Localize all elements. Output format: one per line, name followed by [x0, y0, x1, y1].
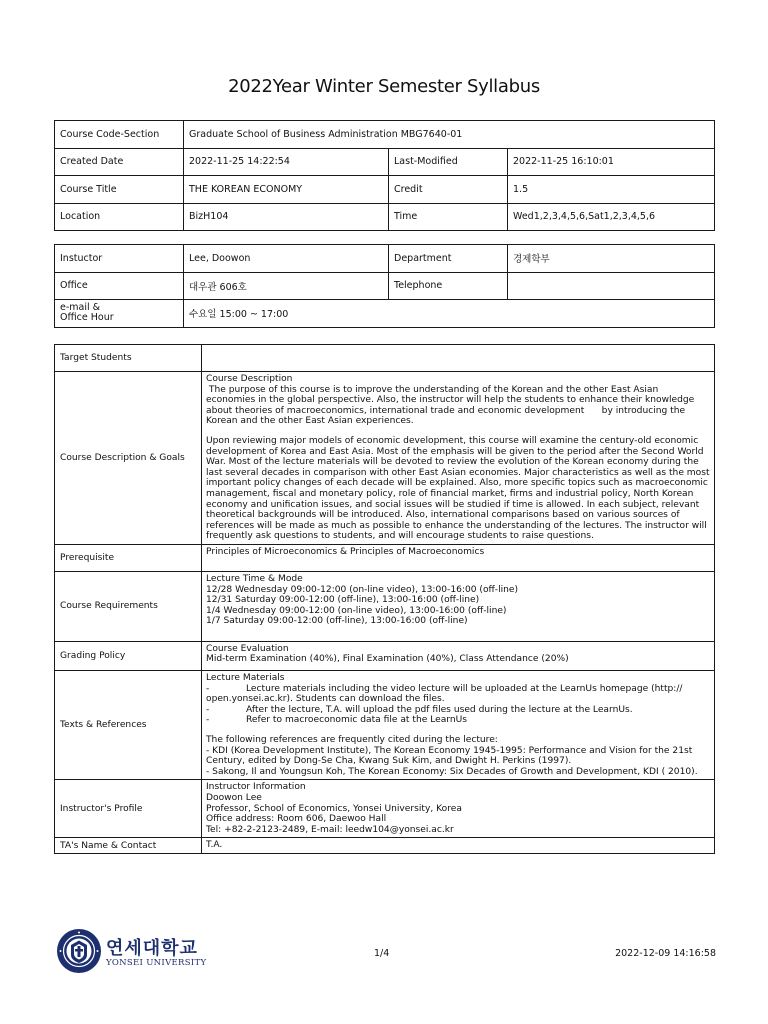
field-label: Credit	[389, 176, 508, 204]
table-row	[55, 121, 715, 149]
course-requirements-content	[202, 571, 715, 641]
field-label: e-mail & Office Hour	[55, 300, 184, 328]
paragraph: The purpose of this course is to improve the understanding of the Korean and the other East Asian economies in the global perspective. Also, the instructor will help the students to enhance their knowledge about theories of macroeconomics, international trade and economic development by introducing the Korean and the other East Asian experiences.	[206, 384, 698, 427]
profile-line: Doowon Lee	[206, 793, 262, 803]
bullet-text: After the lecture, T.A. will upload the pdf files used during the lecture at the LearnUs.	[246, 704, 633, 715]
telephone-value	[508, 272, 715, 300]
office-value: 대우관 606호	[184, 272, 389, 300]
field-label: Time	[389, 203, 508, 231]
section-heading: Course Description	[206, 374, 293, 384]
section-label: Texts & References	[55, 671, 202, 780]
field-label: Telephone	[389, 272, 508, 300]
table-row	[55, 345, 715, 372]
instructor-profile-content	[202, 780, 715, 838]
section-heading: Lecture Time & Mode	[206, 573, 303, 584]
course-description-content	[202, 372, 715, 545]
table-row	[55, 372, 715, 545]
section-heading: Course Evaluation	[206, 643, 289, 654]
table-row	[55, 148, 715, 176]
table-row	[55, 671, 715, 780]
field-label: Instuctor	[55, 245, 184, 273]
field-label: Course Code-Section	[55, 121, 184, 149]
office-hour-value: 수요일 15:00 ~ 17:00	[184, 300, 715, 328]
reference-item: - KDI (Korea Development Institute), The Korean Economy 1945-1995: Performance and Vision for the 21st Century, edited by Dong-Se Cha, Kwang Suk Kim, and Dwight H. Perkins (1997).	[206, 745, 696, 767]
list-item	[206, 705, 710, 716]
course-code-value: Graduate School of Business Administration MBG7640-01	[184, 121, 715, 149]
profile-line: Office address: Room 606, Daewoo Hall	[206, 814, 387, 825]
university-logo-korean: 연세대학교	[106, 938, 198, 959]
bullet-dash: -	[206, 704, 210, 715]
table-row	[55, 641, 715, 670]
section-label: Course Requirements	[55, 571, 202, 641]
schedule-line: 1/4 Wednesday 09:00-12:00 (on-line video), 13:00-16:00 (off-line)	[206, 605, 507, 616]
section-label: Grading Policy	[55, 641, 202, 670]
section-label: Instructor's Profile	[55, 780, 202, 838]
table-row	[55, 780, 715, 838]
table-row	[55, 300, 715, 328]
section-label: Prerequisite	[55, 544, 202, 571]
prerequisite-value: Principles of Microeconomics & Principles of Macroeconomics	[202, 544, 715, 571]
page-title: 2022Year Winter Semester Syllabus	[228, 76, 540, 97]
bullet-text: Refer to macroeconomic data file at the LearnUs	[246, 715, 468, 726]
field-label: Course Title	[55, 176, 184, 204]
references-heading: The following references are frequently cited during the lecture:	[206, 735, 498, 746]
field-label: Location	[55, 203, 184, 231]
section-heading: Lecture Materials	[206, 673, 285, 684]
grading-content	[202, 641, 715, 670]
bullet-dash: -	[206, 683, 210, 694]
table-row	[55, 176, 715, 204]
table-row	[55, 838, 715, 854]
course-title-value: THE KOREAN ECONOMY	[184, 176, 389, 204]
bullet-continuation: open.yonsei.ac.kr). Students can download the files.	[206, 694, 445, 705]
time-value: Wed1,2,3,4,5,6,Sat1,2,3,4,5,6	[508, 203, 715, 231]
field-label: Last-Modified	[389, 148, 508, 176]
bullet-text: Lecture materials including the video lecture will be uploaded at the LearnUs homepage (http://	[246, 683, 683, 694]
profile-line: Tel: +82-2-2123-2489, E-mail: leedw104@yonsei.ac.kr	[206, 824, 454, 835]
paragraph: Upon reviewing major models of economic development, this course will examine the century-old economic development of Korea and East Asia. Most of the emphasis will be given to the period after the Second World War. Most of the lecture materials will be devoted to review the evolution of the Korean economy during the last several decades in comparison with other East Asian economies. Major characteristics as well as the most important policy changes of each decade will be explained. Also, more specific topics such as macroeconomic management, fiscal and monetary policy, role of financial market, firms and industrial policy, North Korean economy and unification issues, and social issues will be studied if time is allowed. In each subject, relevant theoretical backgrounds will be introduced. Also, international comparisons based on various sources of references will be made as much as possible to enhance the understanding of the lectures. The instructor will frequently ask questions to students, and will encourage students to raise questions.	[206, 435, 713, 542]
table-row	[55, 571, 715, 641]
field-label: Created Date	[55, 148, 184, 176]
section-heading: Instructor Information	[206, 782, 306, 793]
university-logo-english: YONSEI UNIVERSITY	[106, 958, 207, 968]
department-value: 경제학부	[508, 245, 715, 273]
ta-value: T.A.	[202, 838, 715, 854]
target-students-value	[202, 345, 715, 372]
table-row	[55, 245, 715, 273]
field-label: Office	[55, 272, 184, 300]
section-label: Course Description & Goals	[55, 372, 202, 545]
created-date-value: 2022-11-25 14:22:54	[184, 148, 389, 176]
section-label: Target Students	[55, 345, 202, 372]
schedule-line: 12/31 Saturday 09:00-12:00 (off-line), 13:00-16:00 (off-line)	[206, 595, 480, 606]
location-value: BizH104	[184, 203, 389, 231]
last-modified-value: 2022-11-25 16:10:01	[508, 148, 715, 176]
course-info-table	[54, 120, 715, 231]
table-row	[55, 272, 715, 300]
texts-references-content	[202, 671, 715, 780]
table-row	[55, 544, 715, 571]
reference-item: - Sakong, Il and Youngsun Koh, The Korean Economy: Six Decades of Growth and Development, KDI ( 2010).	[206, 766, 698, 777]
field-label: Department	[389, 245, 508, 273]
table-row	[55, 203, 715, 231]
schedule-line: 12/28 Wednesday 09:00-12:00 (on-line video), 13:00-16:00 (off-line)	[206, 584, 519, 595]
profile-line: Professor, School of Economics, Yonsei University, Korea	[206, 803, 462, 814]
page-number: 1/4	[374, 948, 390, 959]
bullet-dash: -	[206, 715, 210, 726]
syllabus-sections-table	[54, 344, 715, 854]
university-seal-icon	[56, 928, 102, 974]
grading-line: Mid-term Examination (40%), Final Examination (40%), Class Attendance (20%)	[206, 654, 569, 665]
instructor-info-table	[54, 244, 715, 328]
credit-value: 1.5	[508, 176, 715, 204]
instructor-value: Lee, Doowon	[184, 245, 389, 273]
page-footer	[56, 928, 716, 974]
schedule-line: 1/7 Saturday 09:00-12:00 (off-line), 13:00-16:00 (off-line)	[206, 616, 468, 627]
section-label: TA's Name & Contact	[55, 838, 202, 854]
print-timestamp: 2022-12-09 14:16:58	[615, 948, 716, 959]
list-item	[206, 715, 710, 726]
list-item	[206, 684, 710, 695]
